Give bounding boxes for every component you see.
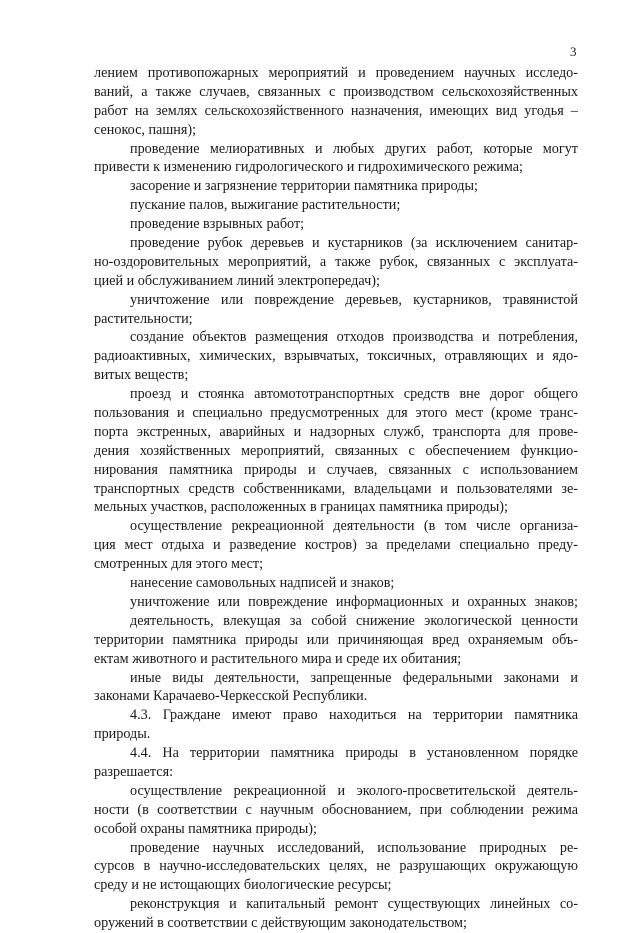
text-line: проезд и стоянка автомототранспортных средств вне дорог общего [130, 386, 578, 403]
text-line: среду и не истощающих биологические ресурсы; [94, 877, 392, 894]
text-line: проведение научных исследований, использование природных ре- [130, 839, 578, 856]
text-line: порта экстренных, аварийных и надзорных служб, транспорта для прове- [94, 423, 578, 440]
text-line: природы. [94, 726, 151, 743]
text-line: 4.4. На территории памятника природы в установленном порядке [130, 745, 578, 762]
text-line: радиоактивных, химических, взрывчатых, токсичных, отравляющих и ядо- [94, 348, 578, 365]
text-line: мельных участков, расположенных в границах памятника природы); [94, 499, 508, 516]
text-line: законами Карачаево-Черкесской Республики. [94, 688, 368, 705]
text-line: 4.3. Граждане имеют право находиться на территории памятника [130, 707, 578, 724]
text-line: транспортных средств собственниками, владельцами и пользователями зе- [94, 480, 578, 497]
text-line: нирования памятника природы и случаев, связанных с использованием [94, 461, 578, 478]
text-line: сурсов в научно-исследовательских целях, не разрушающих окружающую [94, 858, 578, 875]
text-line: уничтожение или повреждение деревьев, кустарников, травянистой [130, 291, 578, 308]
text-line: разрешается: [94, 763, 174, 780]
text-line: пускание палов, выжигание растительности; [130, 197, 401, 214]
text-line: цией и обслуживанием линий электропередач); [94, 272, 380, 289]
text-line: витых веществ; [94, 367, 189, 384]
text-line: ектам животного и растительного мира и среде их обитания; [94, 650, 462, 667]
text-line: лением противопожарных мероприятий и проведением научных исследо- [94, 65, 578, 81]
text-line: территории памятника природы или причиняющая вред охраняемым объ- [94, 631, 578, 648]
text-line: осуществление рекреационной и эколого-просветительской деятель- [130, 782, 578, 799]
text-line: смотренных для этого мест; [94, 556, 264, 573]
text-line: нанесение самовольных надписей и знаков; [130, 575, 395, 592]
text-line: привести к изменению гидрологического и гидрохимического режима; [94, 159, 524, 176]
text-line: дения хозяйственных мероприятий, связанных с обеспечением функцио- [94, 442, 578, 459]
text-line: иные виды деятельности, запрещенные федеральными законами и [130, 669, 578, 686]
text-line: осуществление рекреационной деятельности (в том числе организа- [130, 518, 578, 535]
text-line: ция мест отдыха и разведение костров) за пределами специально преду- [94, 537, 578, 554]
text-line: проведение взрывных работ; [130, 216, 305, 233]
text-line: уничтожение или повреждение информационных и охранных знаков; [130, 593, 578, 610]
text-line: создание объектов размещения отходов производства и потребления, [130, 329, 578, 346]
text-line: проведение рубок деревьев и кустарников (за исключением санитар- [130, 235, 578, 252]
text-line: деятельность, влекущая за собой снижение экологической ценности [130, 612, 578, 629]
text-line: засорение и загрязнение территории памятника природы; [130, 178, 478, 195]
text-line: ности (в соответствии с научным обоснованием, при соблюдении режима [94, 801, 578, 818]
text-line: оружений в соответствии с действующим законодательством; [94, 915, 467, 932]
text-line: пользования и специально предусмотренных для этого мест (кроме транс- [94, 405, 578, 422]
text-line: проведение мелиоративных и любых других работ, которые могут [130, 140, 578, 157]
page-number: 3 [570, 44, 577, 59]
text-line: сенокос, пашня); [94, 121, 197, 138]
text-line: реконструкция и капитальный ремонт существующих линейных со- [130, 896, 578, 913]
text-line: особой охраны памятника природы); [94, 820, 317, 837]
text-line: но-оздоровительных мероприятий, а также рубок, связанных с эксплуата- [94, 253, 578, 270]
text-line: растительности; [94, 310, 193, 327]
text-line: ваний, а также случаев, связанных с производством сельскохозяйственных [94, 83, 578, 100]
text-line: работ на землях сельскохозяйственного назначения, имеющих вид угодья – [94, 102, 578, 119]
document-body [94, 64, 578, 933]
